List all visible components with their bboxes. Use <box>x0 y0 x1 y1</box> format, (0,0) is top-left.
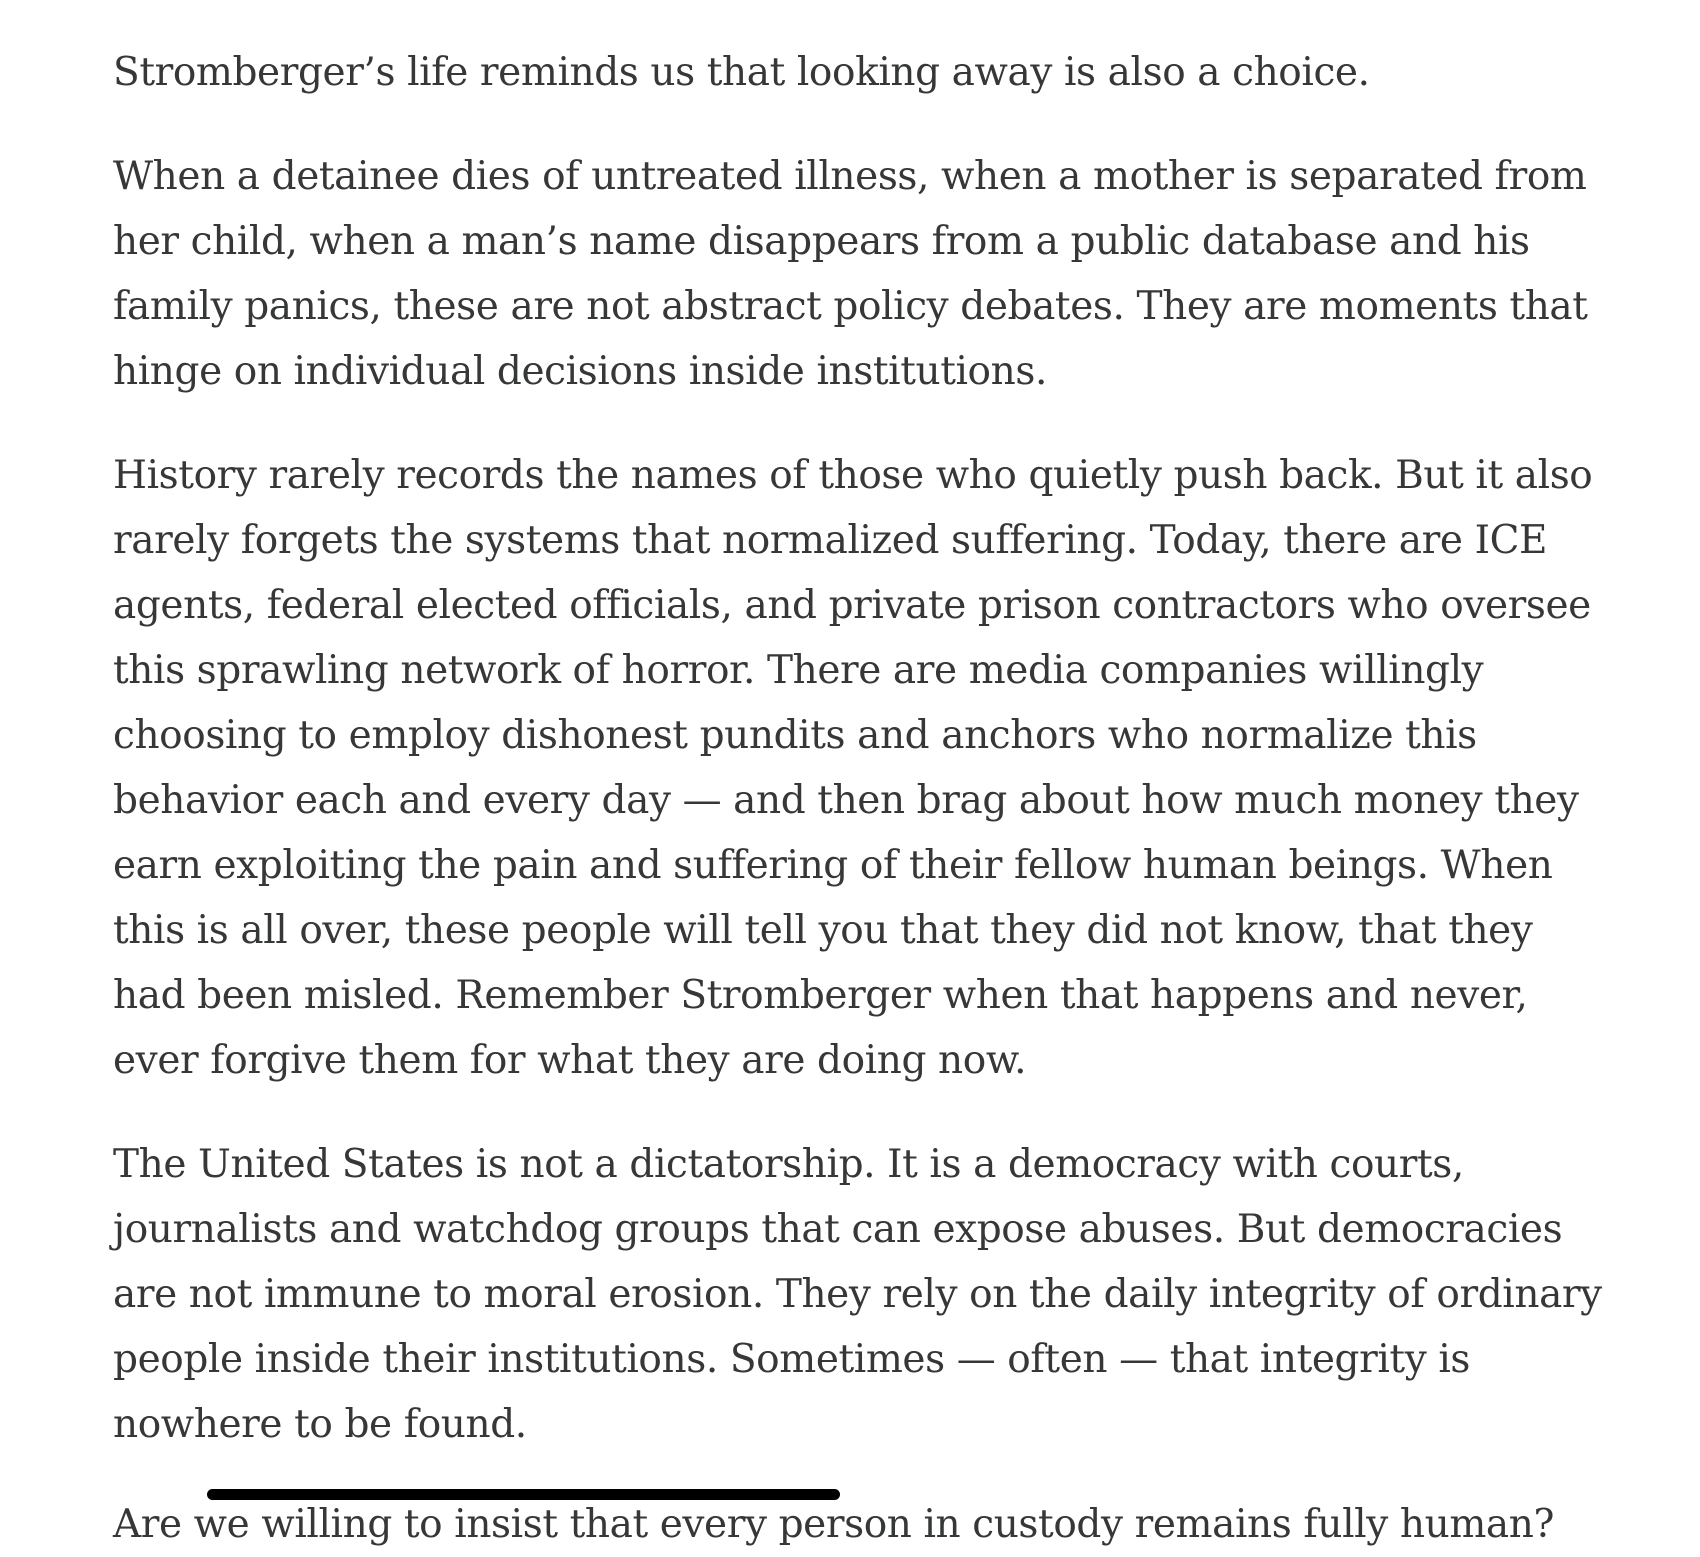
home-indicator-bar[interactable] <box>207 1489 840 1500</box>
article-paragraph-1: Stromberger’s life reminds us that looking away is also a choice. <box>113 50 1370 95</box>
article-paragraph-3: History rarely records the names of those who quietly push back. But it also rarely forgets the systems that normalized suffering. Today, there are ICE agents, federal elected officials, and private prison contractors who oversee this sprawling network of horror. There are media companies willingly choosing to employ dishonest pundits and anchors who normalize this behavior each and every day — and then brag about how much money they earn exploiting the pain and suffering of their fellow human beings. When this is all over, these people will tell you that they did not know, that they had been misled. Remember Stromberger when that happens and never, ever forgive them for what they are doing now. <box>113 453 1593 1083</box>
article-body <box>113 40 1613 1496</box>
article-paragraph-4: The United States is not a dictatorship. It is a democracy with courts, journalists and watchdog groups that can expose abuses. But democracies are not immune to moral erosion. They rely on the daily integrity of ordinary people inside their institutions. Sometimes — often — that integrity is nowhere to be found. <box>113 1142 1602 1447</box>
article-paragraph-5-clipped: Are we willing to insist that every person in custody remains fully human? <box>113 1502 1554 1547</box>
article-paragraph-2: When a detainee dies of untreated illness, when a mother is separated from her child, when a man’s name disappears from a public database and his family panics, these are not abstract policy debates. They are moments that hinge on individual decisions inside institutions. <box>113 154 1588 394</box>
